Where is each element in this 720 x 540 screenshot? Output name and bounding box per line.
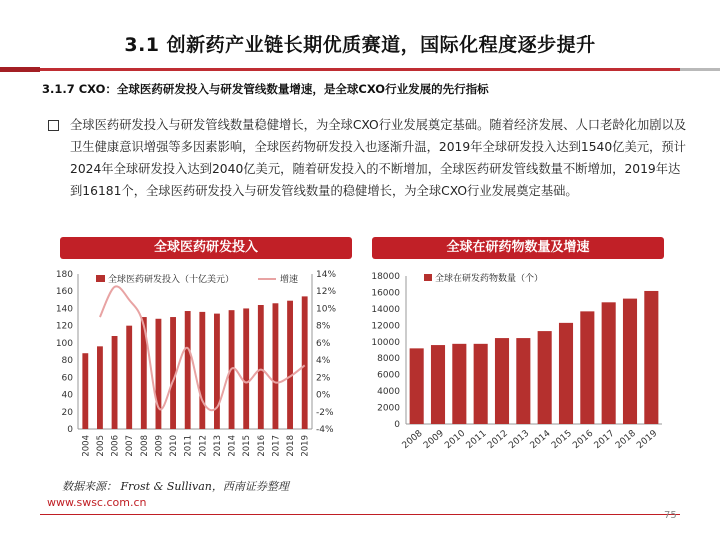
bar [214,314,220,429]
left-y-tick-label: 140 [55,304,73,315]
x-tick-label: 2006 [110,435,121,457]
right-y-tick-label: 14% [316,270,337,280]
x-tick-label: 2008 [139,435,150,457]
bar [112,336,118,429]
bar [644,291,658,424]
x-tick-label: 2014 [227,435,238,457]
legend-line-label: 增速 [280,275,299,285]
page-title: 3.1 创新药产业链长期优质赛道，国际化程度逐步提升 [124,34,596,56]
x-tick-label: 2011 [183,435,194,457]
bar [258,305,264,429]
left-y-tick-label: 40 [61,390,73,401]
left-chart-banner: 全球医药研发投入 [60,237,352,259]
bar [623,299,637,424]
right-y-tick-label: 2% [316,373,331,384]
bar [97,346,103,429]
bar [199,312,205,429]
website-link[interactable]: www.swsc.com.cn [47,496,147,509]
right-y-tick-label: 4% [316,356,331,367]
left-y-tick-label: 180 [55,270,73,280]
y-tick-label: 14000 [371,304,400,315]
x-tick-label: 2013 [507,428,532,452]
bar [410,348,424,424]
right-y-tick-label: -2% [316,407,334,418]
left-y-tick-label: 160 [55,287,73,298]
y-tick-label: 10000 [371,337,400,348]
x-tick-label: 2019 [635,428,660,452]
right-y-tick-label: 8% [316,321,331,332]
x-tick-label: 2012 [198,435,209,457]
x-tick-label: 2018 [286,435,297,457]
x-tick-label: 2011 [464,428,489,452]
x-tick-label: 2012 [485,428,510,452]
title-rule-accent [40,68,680,71]
bar [156,319,162,429]
bar [82,353,88,429]
bar [516,338,530,424]
bar [243,308,249,429]
x-tick-label: 2005 [95,435,106,457]
left-y-tick-label: 120 [55,321,73,332]
x-tick-label: 2016 [256,435,267,457]
left-y-tick-label: 60 [61,373,73,384]
left-y-tick-label: 20 [61,407,73,418]
data-source: 数据来源： Frost & Sullivan，西南证券整理 [62,480,289,493]
x-tick-label: 2014 [528,428,553,452]
x-tick-label: 2013 [212,435,223,457]
x-tick-label: 2017 [592,428,617,452]
left-y-tick-label: 0 [67,425,73,435]
x-tick-label: 2010 [443,428,468,452]
x-tick-label: 2009 [154,435,165,457]
right-y-tick-label: 10% [316,304,337,315]
y-tick-label: 12000 [371,321,400,332]
bar [538,331,552,424]
right-y-tick-label: -4% [316,425,334,435]
bar [287,301,293,429]
title-rule-accent-left [0,67,40,72]
bar [273,303,279,429]
x-tick-label: 2010 [169,435,180,457]
y-tick-label: 6000 [377,370,400,381]
x-tick-label: 2015 [549,428,574,452]
x-tick-label: 2004 [81,435,92,457]
right-y-tick-label: 0% [316,390,331,401]
right-chart-banner: 全球在研药物数量及增速 [372,237,664,259]
legend-bar-label: 全球医药研发投入（十亿美元） [108,275,235,285]
bar [580,311,594,424]
legend-bar-swatch [96,275,105,282]
bar [185,311,191,429]
right-y-tick-label: 12% [316,287,337,298]
x-tick-label: 2009 [421,428,446,452]
left-y-tick-label: 100 [55,338,73,349]
bar [431,345,445,424]
y-tick-label: 4000 [377,387,400,398]
footer-rule [40,514,680,515]
y-tick-label: 0 [394,420,400,430]
y-tick-label: 8000 [377,354,400,365]
pipeline-count-chart [360,262,680,474]
x-tick-label: 2019 [300,435,311,457]
checkbox-bullet-icon [48,120,59,131]
legend-bar-swatch [424,274,432,281]
legend-bar-label: 全球在研发药物数量（个） [435,274,544,284]
x-tick-label: 2018 [613,428,638,452]
bar [126,326,132,429]
page-number: 75 [664,510,677,521]
x-tick-label: 2016 [571,428,596,452]
bar [559,323,573,424]
bar [302,296,308,429]
x-tick-label: 2017 [271,435,282,457]
right-y-tick-label: 6% [316,338,331,349]
x-tick-label: 2015 [242,435,253,457]
y-tick-label: 2000 [377,403,400,414]
x-tick-label: 2008 [400,428,425,452]
bar [474,344,488,424]
section-subtitle: 3.1.7 CXO：全球医药研发投入与研发管线数量增速，是全球CXO行业发展的先行指标 [42,82,489,96]
rd-investment-chart [40,262,360,474]
y-tick-label: 18000 [371,272,400,282]
body-paragraph: 全球医药研发投入与研发管线数量稳健增长，为全球CXO行业发展奠定基础。随着经济发展、人口老龄化加剧以及卫生健康意识增强等多因素影响，全球医药物研发投入也逐渐升温，2019年全球研发投入达到1540亿美元，预计2024年全球研发投入达到2040亿美元，随着研发投入的不断增加，全球医药研发管线数量不断增加，2019年达到16181个，全球医药研发投入与研发管线数量的稳健增长，为全球CXO行业发展奠定基础。 [70,118,687,198]
bar [495,338,509,424]
bar [452,344,466,424]
bar [602,302,616,424]
x-tick-label: 2007 [125,435,136,457]
left-y-tick-label: 80 [61,356,73,367]
y-tick-label: 16000 [371,288,400,299]
